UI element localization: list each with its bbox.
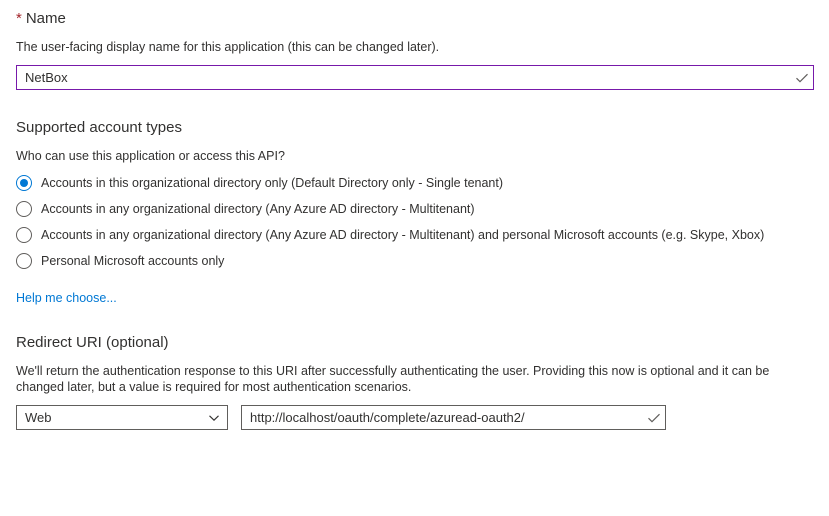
uri-checkmark-icon xyxy=(643,406,665,429)
radio-icon-personal-only[interactable] xyxy=(16,253,32,269)
redirect-uri-input[interactable] xyxy=(242,406,643,429)
platform-select[interactable] xyxy=(16,405,228,430)
checkmark-icon xyxy=(791,66,813,89)
name-input[interactable] xyxy=(17,66,791,89)
platform-select-value: Web xyxy=(25,410,52,425)
radio-icon-multitenant-personal[interactable] xyxy=(16,227,32,243)
radio-option-personal-only[interactable] xyxy=(16,252,813,270)
radio-label-personal-only: Personal Microsoft accounts only xyxy=(41,254,225,268)
radio-option-multitenant[interactable] xyxy=(16,200,813,218)
name-field-description: The user-facing display name for this application (this can be changed later). xyxy=(16,40,440,54)
supported-account-types-title: Supported account types xyxy=(16,119,182,136)
required-marker: * xyxy=(16,10,22,27)
supported-account-types-description: Who can use this application or access this API? xyxy=(16,149,285,163)
radio-icon-single-tenant[interactable] xyxy=(16,175,32,191)
help-me-choose-link[interactable]: Help me choose... xyxy=(16,291,117,305)
redirect-uri-title: Redirect URI (optional) xyxy=(16,334,169,351)
radio-label-multitenant-personal: Accounts in any organizational directory (Any Azure AD directory - Multitenant) and personal Microsoft accounts (e.g. Skype, Xbox) xyxy=(41,228,765,242)
name-input-wrapper[interactable] xyxy=(16,65,814,90)
radio-option-multitenant-personal[interactable] xyxy=(16,226,813,244)
radio-label-multitenant: Accounts in any organizational directory (Any Azure AD directory - Multitenant) xyxy=(41,202,475,216)
chevron-down-icon xyxy=(201,412,227,424)
radio-option-single-tenant[interactable] xyxy=(16,174,813,192)
radio-icon-multitenant[interactable] xyxy=(16,201,32,217)
name-field-label xyxy=(16,10,813,27)
name-label-text: Name xyxy=(25,10,66,27)
radio-label-single-tenant: Accounts in this organizational directory only (Default Directory only - Single tenant) xyxy=(41,176,504,190)
redirect-uri-description: We'll return the authentication response to this URI after successfully authenticating the user. Providing this now is optional and it can be changed later, but a value is required for most authentication scenarios. xyxy=(16,364,770,394)
redirect-uri-section xyxy=(16,334,813,430)
redirect-uri-input-wrapper[interactable] xyxy=(241,405,666,430)
supported-account-types-section xyxy=(16,119,813,305)
redirect-uri-row xyxy=(16,405,813,430)
